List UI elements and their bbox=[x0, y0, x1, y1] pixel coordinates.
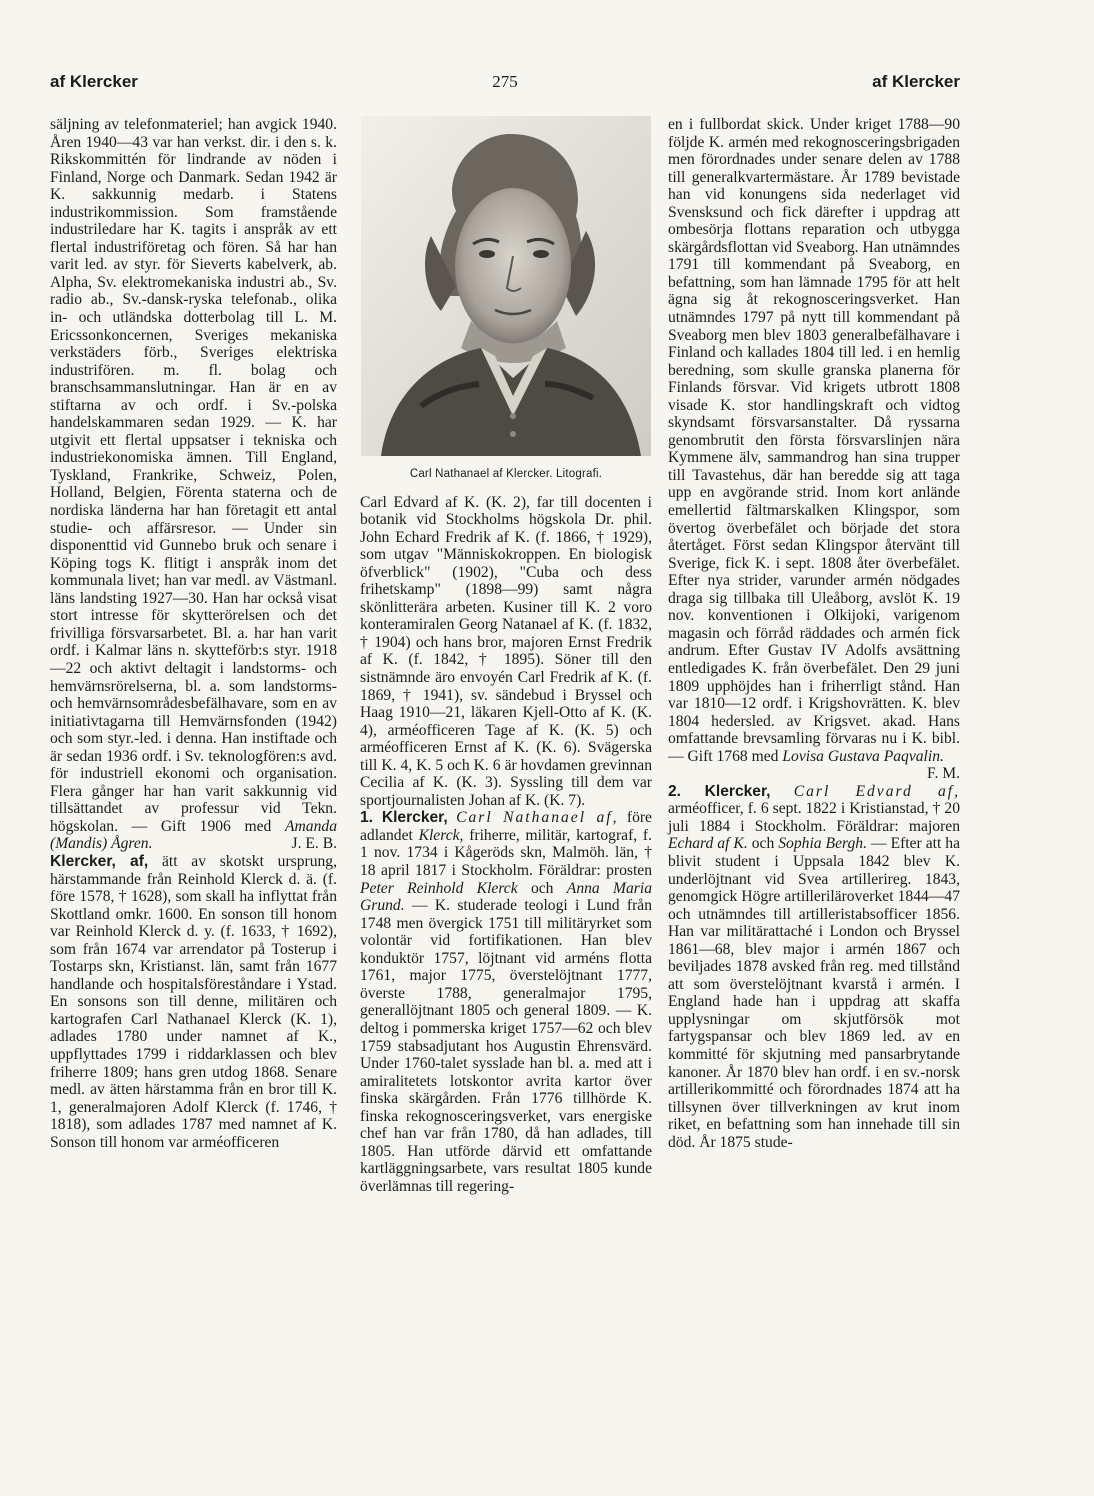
entry-name: Carl Nathanael af, bbox=[456, 809, 619, 827]
column-middle-text bbox=[360, 494, 652, 1196]
portrait-image bbox=[361, 116, 651, 456]
paragraph-family-entry: Klercker, af, ätt av skotskt ursprung, härstammande från Reinhold Klerck d. ä. (f. före 1578, † 1628), som skall ha inflyttat från Skottland omkr. 1600. En sonson till honom var Reinhold Klerck d. y. (f. 1633, † 1692), som från 1674 var arrendator på Tosterup i Tostarps skn, Kristianst. län, samt från 1677 handlande och hospitalsföreståndare i Ystad. En sonsons son till denne, militären och kartografen Carl Nathanael Klerck (K. 1), adlades 1780 under namnet af K., uppflyttades 1799 i riddarklassen och blev friherre 1809; hans gren utdog 1868. Senare medl. av ätten härstamma från en bror till K. 1, generalmajoren Adolf Klerck (f. 1746, † 1818), som adlades 1787 med namnet af K. Sonson till honom var arméofficeren bbox=[50, 852, 337, 1151]
entry-name: Carl Edvard af, bbox=[793, 782, 960, 800]
paragraph-relatives: Carl Edvard af K. (K. 2), far till docenten i botanik vid Stockholms högskola Dr. phil. John Echard Fredrik af K. (f. 1866, † 1929), som utgav "Människokroppen. En biologisk öfverblick" (1902), "Cuba och dess frihetskamp" (1898—99) samt några skönlitterära arbeten. Kusiner till K. 2 voro konteramiralen Georg Natanael af K. (f. 1832, † 1904) och hans bror, majoren Ernst Fredrik af K. (f. 1842, † 1895). Söner till den sistnämnde äro envoyén Carl Fredrik af K. (f. 1869, † 1941), sv. sändebud i Bryssel och Haag 1910—21, läkaren Kjell-Otto af K. (K. 4), arméofficeren Tage af K. (K. 5) och arméofficeren Ernst af K. (K. 6). Svägerska till K. 4, K. 5 och K. 6 är hovdamen grevinnan Cecilia af K. (K. 3). Syssling till dem var sportjournalisten Johan af K. (K. 7). bbox=[360, 493, 652, 809]
author-signature: J. E. B. bbox=[291, 835, 337, 853]
column-left bbox=[50, 116, 337, 1151]
wife-name: Amanda (Mandis) Ågren. bbox=[50, 817, 337, 853]
running-header bbox=[50, 72, 960, 100]
figure-caption: Carl Nathanael af Klercker. Litografi. bbox=[409, 468, 603, 480]
entry-heading: 2. Klercker, bbox=[668, 782, 771, 800]
father-name: Echard af K. bbox=[668, 835, 748, 853]
column-right bbox=[668, 116, 960, 1151]
father-name: Peter Reinhold Klerck bbox=[360, 879, 518, 897]
wife-name: Lovisa Gustava Paqvalin. bbox=[782, 747, 944, 765]
mother-name: Sophia Bergh. bbox=[778, 835, 867, 853]
paragraph-continued: en i fullbordat skick. Under kriget 1788—90 följde K. armén med rekognosceringsbrigaden men förordnades under senare delen av 1788 till generalkvartermästare. År 1789 bevistade han vid konungens sida nederlaget vid Svensksund och fick därefter i uppdrag att ombesörja flottans reparation och utbygga skärgårdsflottan vid Sveaborg. Han utnämndes 1791 till kommendant på Sveaborg, en befattning, som han lämnade 1795 för att helt ägna sig åt rekognosceringsverket. Han utnämndes 1797 på nytt till kommendant på Sveaborg men blev 1803 generalbefälhavare i Finland och kallades 1804 till led. i en hemlig beredning, som skulle granska planerna för Finlands försvar. Vid krigets utbrott 1808 visade K. stor handlingskraft och vidtog skyndsamt försvarsanstalter. Då ryssarna genombrutit den första försvarslinjen nära Kymmene älv, sammandrog han sina trupper till Tavastehus, där han beredde sig att taga upp en avgörande strid. Inom kort anlände emellertid fältmarskalken Klingspor, som övertog överbefälet och började det stora återtåget. Först sedan Klingspor återvänt till Sverige, fick K. i sept. 1808 åter överbefälet. Efter nya strider, varunder armén nödgades draga sig tillbaka till Uleåborg, avslöt K. 19 nov. konventionen i Olkijoki, varigenom magasin och förråd räddades och armén fick andrum. Efter Gustav IV Adolfs avsättning entledigades K. från överbefälet. Den 29 juni 1809 upphöjdes han i friherrligt stånd. Han var 1810—12 ordf. i Krigshovrätten. K. blev 1804 hedersled. av Krigsvet. akad. Hans omfattande brevsamling förvaras nu i K. bibl. — Gift 1768 med Lovisa Gustava Paqvalin. F. M. bbox=[668, 116, 960, 783]
paragraph-continued: säljning av telefonmateriel; han avgick 1940. Åren 1940—43 var han verkst. dir. i den s. k. Rikskommittén för lindrande av nöden i Finland, Norge och Danmark. Sedan 1942 är K. sakkunnig medarb. i Statens industrikommission. Som framstående industriledare har K. tagits i anspråk av ett flertal industriföretag och fören. Så har han varit led. av styr. för Sieverts kabelverk, ab. Alpha, Sv. elektromekaniska industri ab., Sv. radio ab., Sv.-dansk-ryska telefonab., olika in- och utländska dotterbolag till L. M. Ericssonkoncernen, Sveriges mekaniska verkstäders förb., Sveriges elektriska industrifören. m. fl. bolag och branschsammanslutningar. Han är en av stiftarna av och ordf. i Sv.-polska handelskammaren sedan 1929. — K. har utgivit ett flertal uppsatser i tekniska och industriekonomiska ämnen. Till England, Tyskland, Frankrike, Schweiz, Polen, Holland, Belgien, Förenta staterna och de nordiska länderna har han företagit ett antal studie- och affärsresor. — Under sin disponenttid vid Gunnebo bruk och senare i Köping togs K. flitigt i anspråk inom det kommunala livet; han var medl. av Västmanl. läns landsting 1927—30. Han har också visat stort intresse för skytterörelsen och det frivilliga försvarsarbetet. Bl. a. har han varit ordf. i Kalmar läns n. skytteförb:s styr. 1918—22 och aktivt deltagit i landstorms- och hemvärnsrörelserna, bl. a. som landstorms- och hemvärnsområdesbefälhavare, som en av initiativtagarna till Hemvärnsfonden (1942) och som styr.-led. i denna. Han instiftade och är sedan 1936 ordf. i Sv. teknologfören:s avd. för industriell ekonomi och organisation. Flera gånger har han varit sakkunnig vid tillsättandet av professur vid Tekn. högskolan. — Gift 1906 med Amanda (Mandis) Ågren. J. E. B. bbox=[50, 116, 337, 853]
entry-heading: 1. Klercker, bbox=[360, 809, 448, 827]
column-middle bbox=[360, 116, 652, 1195]
author-signature: F. M. bbox=[927, 765, 960, 783]
portrait-lithograph bbox=[361, 116, 651, 456]
entry-heading: Klercker, af, bbox=[50, 852, 149, 870]
paragraph-entry-1: 1. Klercker, Carl Nathanael af, före adlandet Klerck, friherre, militär, kartograf, f. 1 nov. 1734 i Kågeröds skn, Malmöh. län, † 18 april 1817 i Stockholm. Föräldrar: prosten Peter Reinhold Klerck och Anna Maria Grund. — K. studerade teologi i Lund från 1748 men övergick 1751 till militäryrket som volontär vid fortifikationen. Han blev konduktör 1757, löjtnant vid arméns flotta 1761, major 1775, överstelöjtnant 1777, överste 1788, generalmajor 1795, generallöjtnant 1805 och general 1809. — K. deltog i pommerska kriget 1757—62 och blev 1759 stabsadjutant hos Augustin Ehrensvärd. Under 1760-talet sysslade han bl. a. med att i amiralitetets lotskontor avrita kartor över finska skärgården. Från 1776 tillhörde K. finska rekognosceringsverket, vars energiske chef han var från 1780, då han adlades, till 1805. Han utförde därvid ett omfattande kartläggningsarbete, vars resultat 1805 kunde överlämnas till regering- bbox=[360, 809, 652, 1195]
header-right-title: af Klercker bbox=[872, 72, 960, 91]
paragraph-entry-2: 2. Klercker, Carl Edvard af, arméofficer, f. 6 sept. 1822 i Kristianstad, † 20 juli 1884 i Stockholm. Föräldrar: majoren Echard af K. och Sophia Bergh. — Efter att ha blivit student i Uppsala 1842 blev K. underlöjtnant vid Svea artillerireg. 1843, genomgick Högre artilleriläroverket 1844—47 och utnämndes till artilleristabsofficer 1856. Han var militärattaché i London och Bryssel 1861—68, blev major i armén 1867 och beviljades 1878 avsked från reg. med tillstånd att som överstelöjtnant kvarstå i armén. I England hade han i uppdrag att skaffa upplysningar om skjutförsök mot fartygspansar och blev 1869 led. av en kommitté för skjutning med pansarbrytande kanoner. År 1870 blev han ordf. i en sv.-norsk artillerikommitté och förordnades 1874 att ha tillsynen över tillverkningen av krut inom riket, en befattning som han innehade till sin död. År 1875 stude- bbox=[668, 782, 961, 1151]
mother-name: Anna Maria Grund. bbox=[360, 879, 652, 915]
header-left-title: af Klercker bbox=[50, 72, 138, 91]
page-number: 275 bbox=[492, 72, 518, 91]
